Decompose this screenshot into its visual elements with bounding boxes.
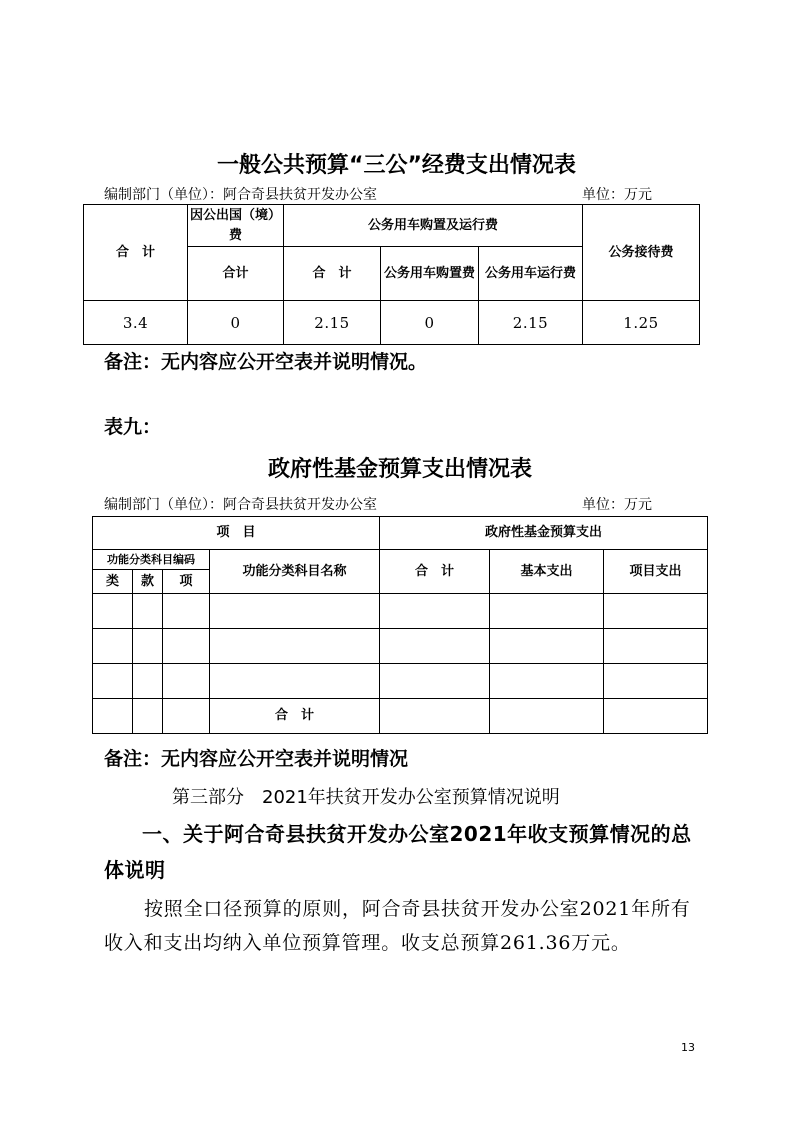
header-project-expense: 项目支出 xyxy=(604,550,708,594)
government-fund-table xyxy=(92,516,708,734)
header-code: 功能分类科目编码 xyxy=(93,550,210,570)
header-vehicle-subtotal: 合 计 xyxy=(284,247,381,301)
header-name: 功能分类科目名称 xyxy=(210,550,380,594)
header-fund-total: 合 计 xyxy=(380,550,490,594)
table1-dept: 编制部门（单位）：阿合奇县扶贫开发办公室 xyxy=(104,187,377,203)
header-total: 合 计 xyxy=(84,205,188,301)
table2-note: 备注：无内容应公开空表并说明情况 xyxy=(104,748,409,770)
table2-title: 政府性基金预算支出情况表 xyxy=(268,457,533,482)
paragraph-1: 按照全口径预算的原则，阿合奇县扶贫开发办公室2021年所有收入和支出均纳入单位预算管理。收支总预算261.36万元。 xyxy=(104,898,691,954)
header-vehicle-purchase: 公务用车购置费 xyxy=(381,247,479,301)
table2-unit: 单位：万元 xyxy=(582,497,652,513)
value-vehicle-subtotal: 2.15 xyxy=(284,301,381,345)
header-vehicle-group: 公务用车购置及运行费 xyxy=(284,205,583,247)
header-fund-expense: 政府性基金预算支出 xyxy=(380,517,708,550)
header-basic: 基本支出 xyxy=(490,550,604,594)
table1-unit: 单位：万元 xyxy=(582,187,652,203)
header-xiang: 项 xyxy=(163,570,210,594)
section-title: 第三部分 2021年扶贫开发办公室预算情况说明 xyxy=(172,787,560,808)
page-number: 13 xyxy=(681,1041,695,1054)
table-row xyxy=(93,664,708,699)
header-abroad: 因公出国（境）费 xyxy=(188,205,284,247)
table2-dept: 编制部门（单位）：阿合奇县扶贫开发办公室 xyxy=(104,497,377,513)
three-public-expense-table xyxy=(83,204,700,345)
value-vehicle-purchase: 0 xyxy=(381,301,479,345)
value-abroad: 0 xyxy=(188,301,284,345)
table1-title: 一般公共预算“三公”经费支出情况表 xyxy=(217,153,576,178)
value-vehicle-operation: 2.15 xyxy=(479,301,583,345)
header-kuan: 款 xyxy=(133,570,163,594)
value-total: 3.4 xyxy=(84,301,188,345)
table1-note: 备注：无内容应公开空表并说明情况。 xyxy=(104,351,428,373)
total-row-label: 合 计 xyxy=(210,699,380,734)
header-project: 项 目 xyxy=(93,517,380,550)
table-row xyxy=(93,629,708,664)
heading-1: 一、关于阿合奇县扶贫开发办公室2021年收支预算情况的总体说明 xyxy=(104,822,692,882)
header-vehicle-operation: 公务用车运行费 xyxy=(479,247,583,301)
header-vehicle-total: 合计 xyxy=(188,247,284,301)
table-total-row xyxy=(93,699,708,734)
header-lei: 类 xyxy=(93,570,133,594)
value-reception: 1.25 xyxy=(583,301,700,345)
table-label: 表九： xyxy=(104,416,162,438)
table-row xyxy=(93,594,708,629)
header-reception: 公务接待费 xyxy=(583,205,700,301)
